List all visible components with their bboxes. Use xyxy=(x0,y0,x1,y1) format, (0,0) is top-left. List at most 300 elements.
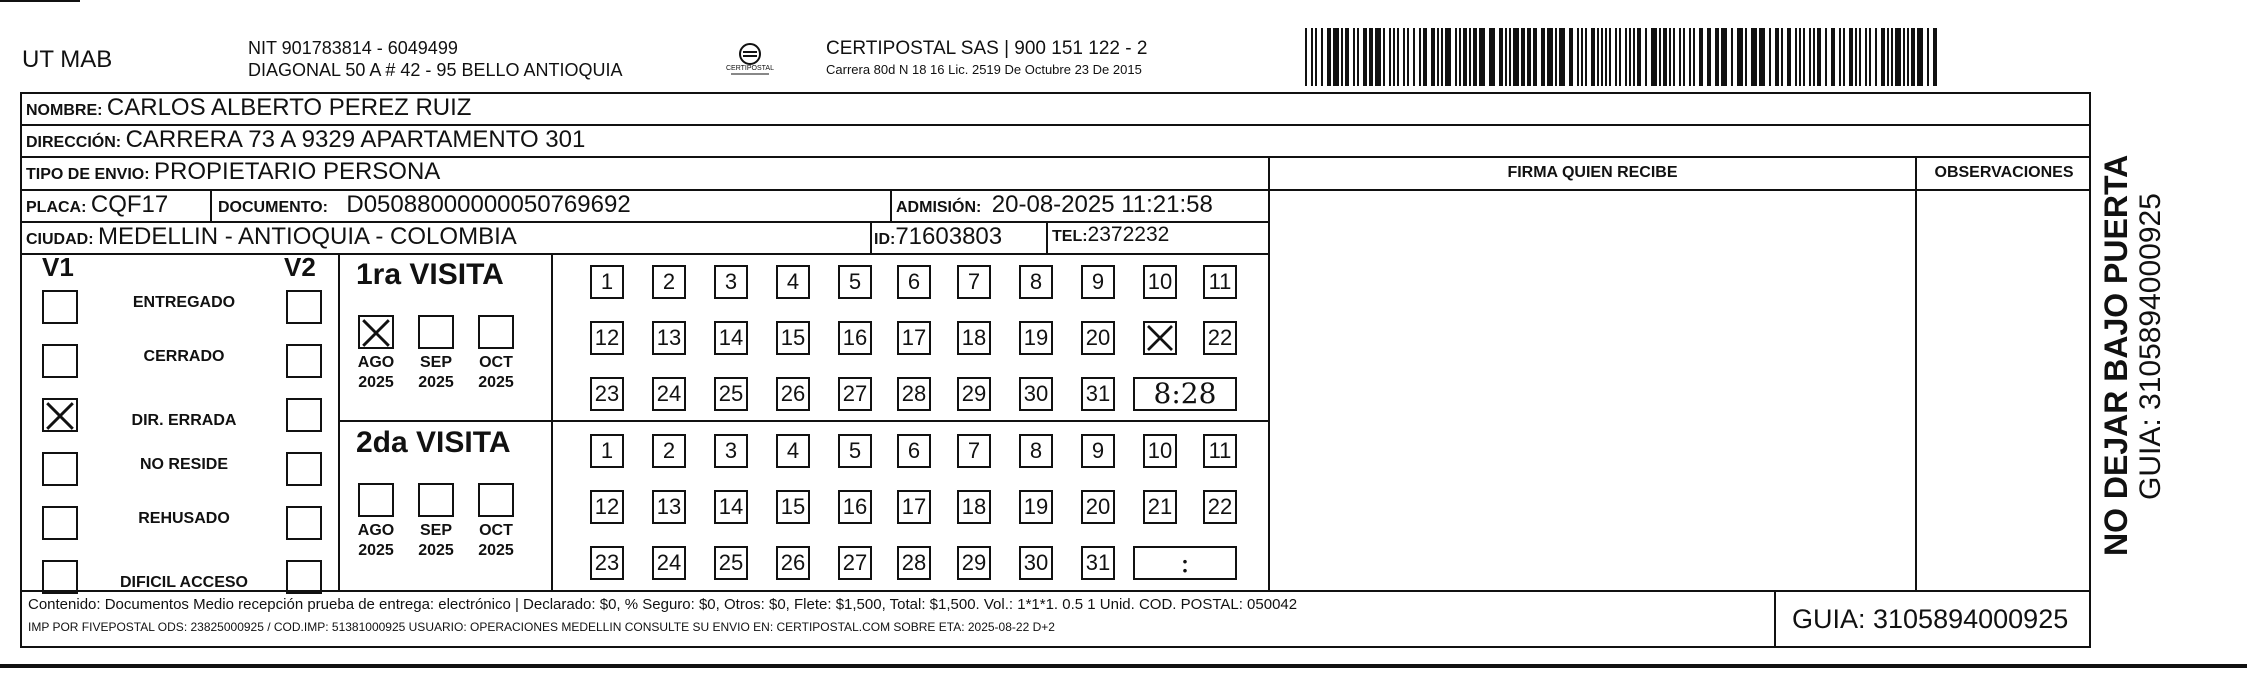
barcode-bar xyxy=(1849,28,1853,86)
tipo-label: TIPO DE ENVIO: xyxy=(26,166,150,183)
day-box[interactable] xyxy=(1143,265,1177,299)
day-box[interactable] xyxy=(838,490,872,524)
barcode-bar xyxy=(1577,28,1579,86)
day-box[interactable] xyxy=(714,434,748,468)
day-number: 26 xyxy=(780,381,806,406)
barcode-bar xyxy=(1315,28,1317,86)
ciudad-cell xyxy=(26,223,517,251)
day-number: 15 xyxy=(780,494,806,519)
barcode-bar xyxy=(1865,28,1867,86)
day-number: 26 xyxy=(780,550,806,575)
visit-divider xyxy=(338,420,552,422)
day-box[interactable] xyxy=(714,265,748,299)
day-box[interactable] xyxy=(590,434,624,468)
day-number: 23 xyxy=(594,550,620,575)
nombre-value: CARLOS ALBERTO PEREZ RUIZ xyxy=(106,94,472,121)
barcode-bar xyxy=(1795,28,1797,86)
day-box[interactable] xyxy=(776,490,810,524)
day-number: 13 xyxy=(656,325,682,350)
footer-guia: GUIA: 3105894000925 xyxy=(1792,604,2069,634)
v1-checkbox[interactable] xyxy=(42,452,78,486)
barcode-bar xyxy=(1513,28,1519,86)
day-number: 28 xyxy=(901,550,927,575)
barcode-bar xyxy=(1875,28,1877,86)
month-label: SEP xyxy=(419,354,452,371)
admision-label: ADMISIÓN: xyxy=(896,199,982,216)
month-checkbox[interactable] xyxy=(358,483,394,517)
day-number: 11 xyxy=(1208,269,1232,294)
day-box[interactable] xyxy=(957,321,991,355)
barcode-bar xyxy=(1509,28,1511,86)
barcode-bar xyxy=(1403,28,1405,86)
day-number: 1 xyxy=(600,438,614,463)
barcode-bar xyxy=(1505,28,1507,86)
barcode-bar xyxy=(1619,28,1621,86)
day-number: 31 xyxy=(1085,381,1111,406)
company-nit: NIT 901783814 - 6049499 xyxy=(248,38,458,58)
barcode-bar xyxy=(1911,28,1915,86)
barcode-bar xyxy=(1629,28,1631,86)
day-number: 14 xyxy=(718,325,744,350)
day-number: 4 xyxy=(786,438,800,463)
col-header-line xyxy=(1268,189,2091,191)
day-box[interactable] xyxy=(776,434,810,468)
barcode-bar xyxy=(1591,28,1595,86)
day-number: 7 xyxy=(967,269,981,294)
day-box[interactable] xyxy=(1203,321,1237,355)
day-box[interactable] xyxy=(1143,434,1177,468)
barcode-bar xyxy=(1721,28,1727,86)
barcode-bar xyxy=(1547,28,1553,86)
barcode-bar xyxy=(1609,28,1611,86)
firma-header: FIRMA QUIEN RECIBE xyxy=(1507,164,1678,181)
barcode-bar xyxy=(1813,28,1815,86)
barcode-bar xyxy=(1659,28,1661,86)
barcode-bar xyxy=(1751,28,1757,86)
documento-value: D05088000000050769692 xyxy=(346,191,631,218)
barcode-bar xyxy=(1407,28,1409,86)
day-box[interactable] xyxy=(1081,321,1115,355)
day-number: 8 xyxy=(1029,269,1043,294)
day-number: 14 xyxy=(718,494,744,519)
col-line xyxy=(1046,221,1048,253)
day-number: 16 xyxy=(842,325,868,350)
day-box[interactable] xyxy=(590,546,624,580)
barcode-bar xyxy=(1683,28,1685,86)
barcode-bar xyxy=(1473,28,1477,86)
barcode-bar xyxy=(1375,28,1381,86)
day-box[interactable] xyxy=(714,490,748,524)
documento-label: DOCUMENTO: xyxy=(218,199,328,216)
day-box[interactable] xyxy=(1081,434,1115,468)
first-visit-time[interactable]: 8:28 xyxy=(1133,377,1237,411)
col-line xyxy=(890,189,892,221)
barcode-bar xyxy=(1413,28,1415,86)
day-number: 2 xyxy=(662,438,676,463)
barcode-bar xyxy=(1917,28,1923,86)
direccion-value: CARRERA 73 A 9329 APARTAMENTO 301 xyxy=(125,126,586,153)
day-box[interactable] xyxy=(1203,490,1237,524)
barcode-bar xyxy=(1597,28,1599,86)
company-name: UT MAB xyxy=(22,46,113,73)
id-value: 71603803 xyxy=(895,223,1003,250)
day-box[interactable] xyxy=(838,546,872,580)
day-number: 20 xyxy=(1085,494,1111,519)
day-number: 29 xyxy=(961,381,987,406)
barcode-bar xyxy=(1437,28,1439,86)
day-number: 4 xyxy=(786,269,800,294)
reason-label: CERRADO xyxy=(143,348,225,365)
day-box[interactable] xyxy=(1019,265,1053,299)
day-box[interactable] xyxy=(1019,321,1053,355)
barcode-bar xyxy=(1759,28,1765,86)
barcode-bar xyxy=(1817,28,1821,86)
day-number: 21 xyxy=(1147,494,1173,519)
company-address: DIAGONAL 50 A # 42 - 95 BELLO ANTIOQUIA xyxy=(248,60,623,80)
month-checkbox[interactable] xyxy=(418,315,454,349)
tipo-value: PROPIETARIO PERSONA xyxy=(154,158,441,185)
day-number: 22 xyxy=(1207,325,1233,350)
barcode-bar xyxy=(1663,28,1667,86)
barcode-bar xyxy=(1559,28,1565,86)
nombre-label: NOMBRE: xyxy=(26,102,103,119)
barcode-bar xyxy=(1345,28,1349,86)
bottom-rule xyxy=(0,664,2247,668)
barcode-bar xyxy=(1585,28,1587,86)
side-notice: NO DEJAR BAJO PUERTA xyxy=(2098,154,2134,556)
barcode-bar xyxy=(1305,28,1307,86)
day-box[interactable] xyxy=(590,377,624,411)
day-number: 1 xyxy=(600,269,614,294)
day-box[interactable] xyxy=(897,434,931,468)
barcode-bar xyxy=(1499,28,1503,86)
barcode-bar xyxy=(1831,28,1835,86)
day-box[interactable] xyxy=(838,265,872,299)
day-box[interactable] xyxy=(590,490,624,524)
day-box[interactable] xyxy=(1019,434,1053,468)
day-box[interactable] xyxy=(714,321,748,355)
barcode-bar xyxy=(1673,28,1675,86)
row-line xyxy=(20,590,2091,592)
barcode-bar xyxy=(1389,28,1391,86)
barcode-bar xyxy=(1521,28,1525,86)
barcode-bar xyxy=(1737,28,1743,86)
barcode-bar xyxy=(1679,28,1681,86)
admision-cell xyxy=(896,191,1213,219)
day-number: 20 xyxy=(1085,325,1111,350)
second-visit-title: 2da VISITA xyxy=(356,426,511,459)
day-box[interactable] xyxy=(776,265,810,299)
day-box[interactable] xyxy=(897,321,931,355)
barcode-bar xyxy=(1353,28,1355,86)
month-label: AGO xyxy=(357,522,395,539)
barcode-bar xyxy=(1839,28,1841,86)
direccion-row xyxy=(26,126,585,154)
day-number: 23 xyxy=(594,381,620,406)
day-box[interactable] xyxy=(652,321,686,355)
day-number: 28 xyxy=(901,381,927,406)
barcode-bar xyxy=(1891,28,1893,86)
nombre-row xyxy=(26,94,471,122)
logo-text: CERTIPOSTAL xyxy=(726,65,774,72)
barcode-bar xyxy=(1843,28,1845,86)
day-box[interactable] xyxy=(957,434,991,468)
day-box[interactable] xyxy=(652,434,686,468)
barcode-bar xyxy=(1341,28,1343,86)
barcode-bar xyxy=(1933,28,1937,86)
v1-checkbox[interactable] xyxy=(42,560,78,594)
id-label: ID: xyxy=(874,231,896,248)
barcode-bar xyxy=(1333,28,1339,86)
v1-checkbox[interactable] xyxy=(42,344,78,378)
barcode-bar xyxy=(1615,28,1617,86)
day-box[interactable] xyxy=(1143,490,1177,524)
barcode-bar xyxy=(1601,28,1603,86)
barcode-bar xyxy=(1907,28,1909,86)
ciudad-value: MEDELLIN - ANTIOQUIA - COLOMBIA xyxy=(98,223,517,250)
day-box[interactable] xyxy=(957,265,991,299)
reason-label: NO RESIDE xyxy=(139,456,228,473)
day-box[interactable] xyxy=(590,265,624,299)
month-label: AGO xyxy=(357,354,395,371)
day-box[interactable] xyxy=(957,490,991,524)
day-number: 2 xyxy=(662,269,676,294)
barcode-bar xyxy=(1445,28,1451,86)
day-number: 24 xyxy=(656,381,682,406)
barcode-bar xyxy=(1369,28,1373,86)
day-box[interactable] xyxy=(1203,434,1237,468)
barcode-bar xyxy=(1459,28,1461,86)
day-number: 27 xyxy=(842,381,868,406)
day-number: 7 xyxy=(967,438,981,463)
day-box[interactable] xyxy=(838,434,872,468)
day-number: 31 xyxy=(1085,550,1111,575)
day-box[interactable] xyxy=(1019,377,1053,411)
barcode-bar xyxy=(1799,28,1801,86)
day-box[interactable] xyxy=(652,377,686,411)
reason-label: REHUSADO xyxy=(138,510,230,527)
month-checkbox[interactable] xyxy=(478,483,514,517)
day-box[interactable] xyxy=(1081,265,1115,299)
barcode-bar xyxy=(1489,28,1495,86)
day-number: 19 xyxy=(1023,325,1049,350)
day-number: 10 xyxy=(1147,438,1173,463)
col-line xyxy=(870,221,872,253)
v1-label: V1 xyxy=(42,252,74,282)
barcode xyxy=(1305,28,1941,86)
day-box[interactable] xyxy=(1203,265,1237,299)
barcode-bar xyxy=(1393,28,1395,86)
day-box[interactable] xyxy=(652,490,686,524)
day-box[interactable] xyxy=(776,546,810,580)
year-label: 2025 xyxy=(418,374,454,391)
top-rule xyxy=(0,0,80,2)
month-label: OCT xyxy=(479,522,513,539)
barcode-bar xyxy=(1803,28,1805,86)
tel-value: 2372232 xyxy=(1087,223,1170,246)
reason-label: DIR. ERRADA xyxy=(131,412,237,429)
year-label: 2025 xyxy=(358,542,394,559)
day-box[interactable] xyxy=(897,490,931,524)
day-box[interactable] xyxy=(714,546,748,580)
reason-label: DIFICIL ACCESO xyxy=(119,574,248,591)
day-number: 18 xyxy=(961,494,987,519)
barcode-bar xyxy=(1825,28,1827,86)
barcode-bar xyxy=(1357,28,1359,86)
day-box[interactable] xyxy=(652,546,686,580)
day-number: 13 xyxy=(656,494,682,519)
barcode-bar xyxy=(1775,28,1779,86)
day-box[interactable] xyxy=(897,546,931,580)
v1-checkbox[interactable] xyxy=(42,398,78,432)
day-number: 8 xyxy=(1029,438,1043,463)
day-number: 6 xyxy=(907,269,921,294)
barcode-bar xyxy=(1527,28,1531,86)
second-visit-time[interactable]: : xyxy=(1133,546,1237,580)
barcode-bar xyxy=(1423,28,1427,86)
documento-cell xyxy=(218,191,631,219)
day-box[interactable] xyxy=(838,321,872,355)
day-box[interactable] xyxy=(1019,490,1053,524)
id-cell xyxy=(874,223,1002,251)
day-number: 17 xyxy=(901,325,927,350)
year-label: 2025 xyxy=(358,374,394,391)
barcode-bar xyxy=(1689,28,1691,86)
day-number: 3 xyxy=(724,438,738,463)
day-box[interactable] xyxy=(1081,490,1115,524)
year-label: 2025 xyxy=(478,542,514,559)
month-checkbox[interactable] xyxy=(358,315,394,349)
carrier-name: CERTIPOSTAL SAS | 900 151 122 - 2 xyxy=(826,38,1148,59)
barcode-bar xyxy=(1455,28,1457,86)
tel-cell xyxy=(1052,223,1169,247)
day-number: 24 xyxy=(656,550,682,575)
v1-checkbox[interactable] xyxy=(42,290,78,324)
day-number: 30 xyxy=(1023,550,1049,575)
day-number: 22 xyxy=(1207,494,1233,519)
barcode-bar xyxy=(1479,28,1485,86)
month-label: OCT xyxy=(479,354,513,371)
barcode-bar xyxy=(1715,28,1719,86)
direccion-label: DIRECCIÓN: xyxy=(26,134,122,151)
barcode-bar xyxy=(1541,28,1545,86)
carrier-license: Carrera 80d N 18 16 Lic. 2519 De Octubre 23 De 2015 xyxy=(826,62,1142,77)
barcode-bar xyxy=(1787,28,1791,86)
row-line xyxy=(20,253,1270,255)
barcode-bar xyxy=(1769,28,1771,86)
certipostal-logo xyxy=(725,38,775,84)
barcode-bar xyxy=(1645,28,1647,86)
col-line xyxy=(1268,156,1270,590)
barcode-bar xyxy=(1869,28,1871,86)
month-label: SEP xyxy=(419,522,452,539)
reason-label: ENTREGADO xyxy=(132,294,236,311)
year-label: 2025 xyxy=(478,374,514,391)
tel-label: TEL: xyxy=(1052,228,1088,245)
day-number: 25 xyxy=(718,550,744,575)
day-number: 3 xyxy=(724,269,738,294)
month-checkbox[interactable] xyxy=(478,315,514,349)
tipo-row xyxy=(26,158,440,186)
day-box[interactable] xyxy=(957,377,991,411)
day-number: 16 xyxy=(842,494,868,519)
barcode-bar xyxy=(1809,28,1811,86)
day-number: 18 xyxy=(961,325,987,350)
barcode-bar xyxy=(1383,28,1385,86)
barcode-bar xyxy=(1311,28,1313,86)
placa-cell xyxy=(26,191,168,219)
day-box[interactable] xyxy=(1081,546,1115,580)
day-box[interactable] xyxy=(776,321,810,355)
day-number: 9 xyxy=(1091,269,1105,294)
barcode-bar xyxy=(1555,28,1557,86)
col-line xyxy=(210,189,212,221)
barcode-bar xyxy=(1887,28,1889,86)
day-box[interactable] xyxy=(1081,377,1115,411)
barcode-bar xyxy=(1431,28,1435,86)
day-number: 12 xyxy=(594,325,620,350)
day-number: 5 xyxy=(848,438,862,463)
day-box[interactable] xyxy=(1143,321,1177,355)
day-box[interactable] xyxy=(776,377,810,411)
day-box[interactable] xyxy=(897,377,931,411)
barcode-bar xyxy=(1927,28,1929,86)
barcode-bar xyxy=(1699,28,1703,86)
first-visit-title: 1ra VISITA xyxy=(356,258,504,291)
day-number: 15 xyxy=(780,325,806,350)
day-box[interactable] xyxy=(652,265,686,299)
day-box[interactable] xyxy=(897,265,931,299)
day-number: 19 xyxy=(1023,494,1049,519)
day-number: 17 xyxy=(901,494,927,519)
barcode-bar xyxy=(1469,28,1471,86)
barcode-bar xyxy=(1693,28,1695,86)
barcode-bar xyxy=(1625,28,1627,86)
footer-line-2: IMP POR FIVEPOSTAL ODS: 23825000925 / COD.IMP: 51381000925 USUARIO: OPERACIONES MEDELLIN CONSULTE SU ENVIO EN: CERTIPOSTAL.COM SOBRE ETA: 2025-08-22 D+2 xyxy=(28,620,1055,634)
barcode-bar xyxy=(1745,28,1747,86)
barcode-bar xyxy=(1855,28,1857,86)
barcode-bar xyxy=(1781,28,1783,86)
barcode-bar xyxy=(1859,28,1861,86)
barcode-bar xyxy=(1419,28,1421,86)
day-box[interactable] xyxy=(957,546,991,580)
barcode-bar xyxy=(1569,28,1573,86)
barcode-bar xyxy=(1463,28,1467,86)
side-guia: GUIA: 3105894000925 xyxy=(2134,193,2167,500)
v1-checkbox[interactable] xyxy=(42,506,78,540)
day-number: 30 xyxy=(1023,381,1049,406)
barcode-bar xyxy=(1903,28,1905,86)
barcode-bar xyxy=(1637,28,1641,86)
day-number: 9 xyxy=(1091,438,1105,463)
day-box[interactable] xyxy=(838,377,872,411)
day-number: 25 xyxy=(718,381,744,406)
observaciones-header: OBSERVACIONES xyxy=(1934,164,2074,181)
day-box[interactable] xyxy=(590,321,624,355)
barcode-bar xyxy=(1707,28,1711,86)
day-box[interactable] xyxy=(714,377,748,411)
day-number: 10 xyxy=(1147,269,1173,294)
barcode-bar xyxy=(1605,28,1607,86)
col-line xyxy=(1915,156,1917,590)
barcode-bar xyxy=(1895,28,1901,86)
barcode-bar xyxy=(1441,28,1443,86)
month-checkbox[interactable] xyxy=(418,483,454,517)
barcode-bar xyxy=(1651,28,1657,86)
year-label: 2025 xyxy=(418,542,454,559)
admision-value: 20-08-2025 11:21:58 xyxy=(991,191,1213,218)
day-box[interactable] xyxy=(1019,546,1053,580)
